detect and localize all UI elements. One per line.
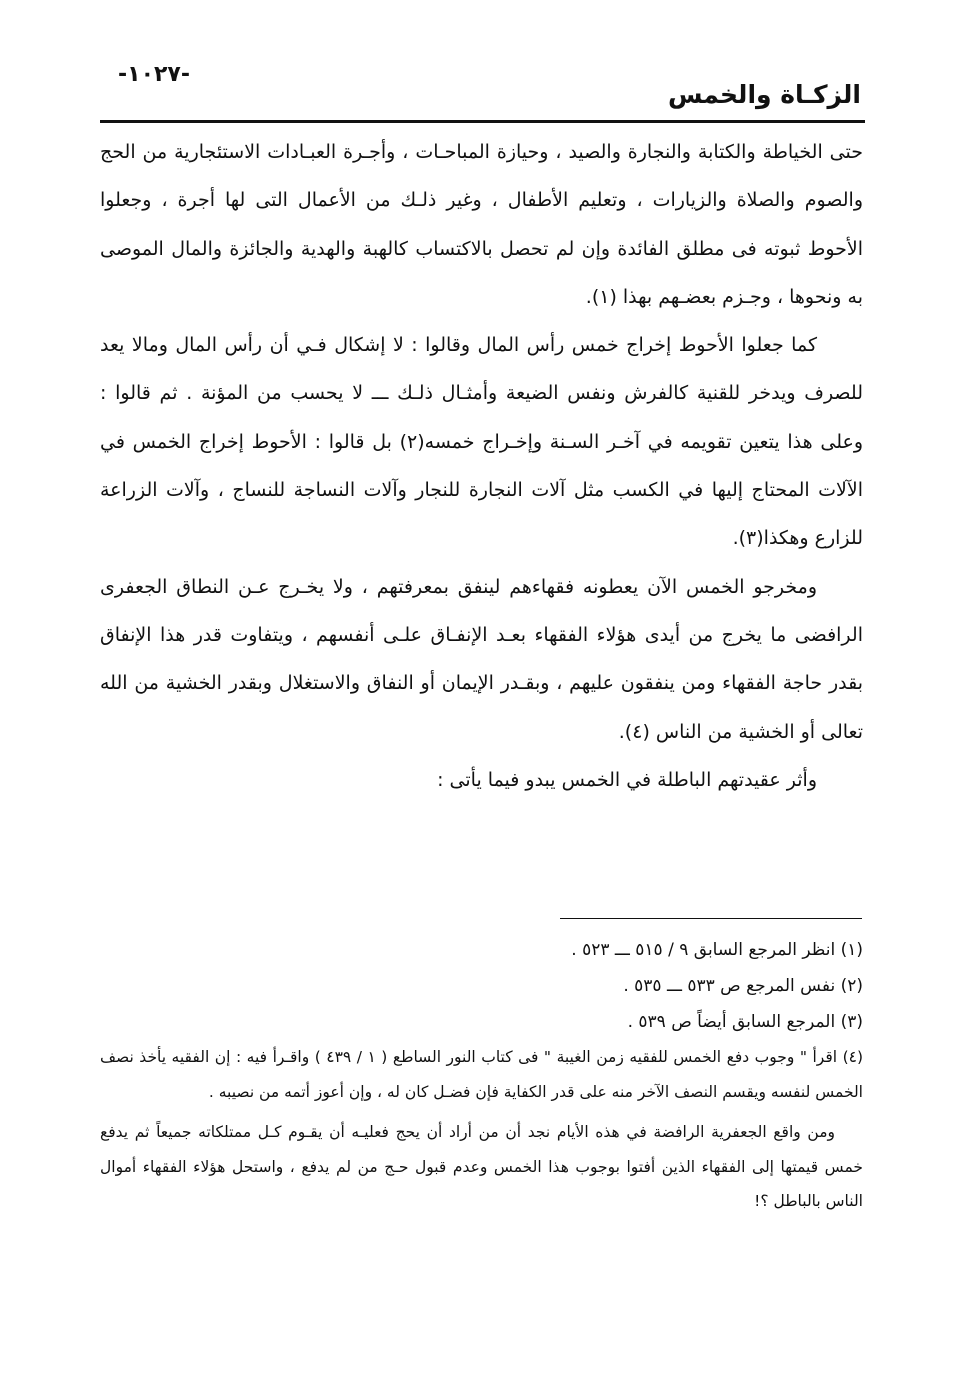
paragraph: ومخرجو الخمس الآن يعطونه فقهاءهم لينفق بمعرفتهم ، ولا يخـرج عـن النطاق الجعفرى الرافضى ما يخرج من أيدى هؤلاء الفقهاء بعـد الإنفـاق علـى أنفسهم ، ويتفاوت قدر هذا الإنفاق بقدر حاجة الفقهاء ومن ينفقون عليهم ، وبقـدر الإيمان أو النفاق والاستغلال وبقدر الخشية من الله تعالى أو الخشية من الناس (٤). bbox=[100, 575, 863, 743]
main-text bbox=[100, 128, 863, 804]
footnote: (٢) نفس المرجع ص ٥٣٣ ـــ ٥٣٥ . bbox=[623, 976, 863, 996]
footnote: (٣) المرجع السابق أيضاً ص ٥٣٩ . bbox=[627, 1012, 863, 1032]
paragraph: كما جعلوا الأحوط إخراج خمس رأس المال وقالوا : لا إشكال فـي أن رأس المال ومالا يعد للصرف ويدخر للقنية كالفرش ونفس الضيعة وأمثـال ذلـك ـــ لا يحسب من المؤنة . ثم قالوا : وعلى هذا يتعين تقويمه في آخـر السـنة وإخـراج خمسه(٢) بل قالوا : الأحوط إخراج الخمس في الآلات المحتاج إليها في الكسب مثل آلات النجارة للنجار وآلات النساجة للنساج ، وآلات الزراعة للزارع وهكذا(٣). bbox=[100, 334, 863, 550]
paragraph: حتى الخياطة والكتابة والنجارة والصيد ، وحيازة المباحـات ، وأجـرة العبـادات الاستئجارية من الحج والصوم والصلاة والزيارات ، وتعليم الأطفال ، وغير ذلـك من الأعمال التى لها أجرة ، وجعلوا الأحوط ثبوته فى مطلق الفائدة وإن لم تحصل بالاكتساب كالهبة والهدية والجائزة والمال الموصى به ونحوها ، وجـزم بعضـهم بهذا (١). bbox=[100, 141, 863, 308]
page-number: -١٠٢٧- bbox=[118, 62, 190, 87]
footnote: (١) انظر المرجع السابق ٩ / ٥١٥ ـــ ٥٢٣ . bbox=[571, 940, 863, 960]
paragraph: وأثر عقيدتهم الباطلة في الخمس يبدو فيما يأتى : bbox=[437, 768, 817, 791]
footnote: (٤) اقرأ " وجوب دفع الخمس للفقيه زمن الغيبة " فى كتاب النور الساطع ( ١ / ٤٣٩ ) واقـرأ فيه : إن الفقيه يأخذ نصف الخمس لنفسه ويقسم النصف الآخر منه على قدر الكفاية فإن فضـل كان له ، وإن أعوز أتمه من نصيبه . bbox=[100, 1048, 864, 1101]
footnote-continuation: ومن واقع الجعفرية الرافضة في هذه الأيام نجد أن من أراد أن يحج فعليـه أن يقـوم كـل ممتلكاته جميعاً ثم يدفع خمس قيمتها إلى الفقهاء الذين أفتوا بوجوب هذا الخمس وعدم قبول حـج من لم يدفع ، واستحل هؤلاء الفقهاء أموال الناس بالباطل ؟! bbox=[100, 1123, 863, 1210]
page-header-title: الزكـاة والخمس bbox=[667, 80, 861, 109]
footnote-divider bbox=[560, 918, 862, 919]
header-divider bbox=[100, 120, 865, 123]
footnotes bbox=[100, 932, 863, 1219]
